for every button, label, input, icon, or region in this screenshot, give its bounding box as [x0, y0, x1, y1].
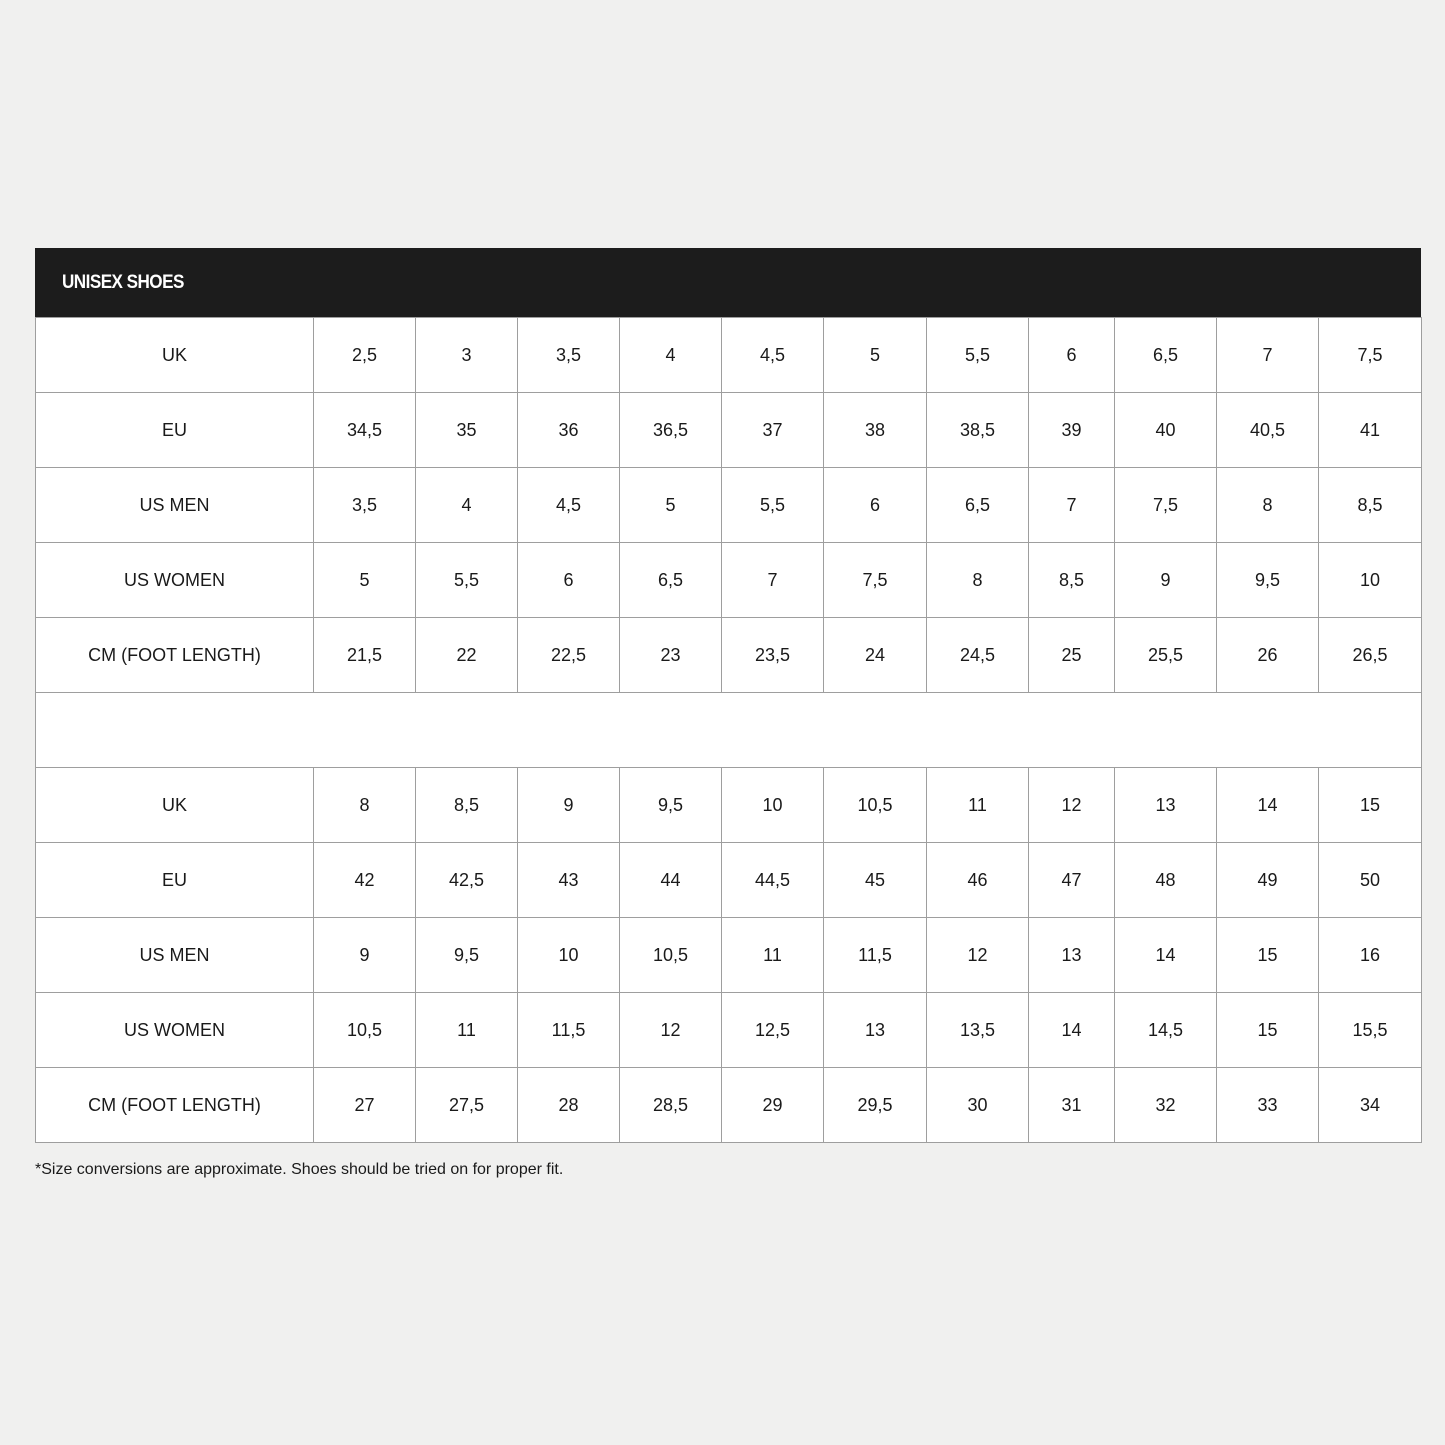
size-cell: 9	[1115, 543, 1217, 618]
size-cell: 4,5	[518, 468, 620, 543]
size-cell: 10	[1319, 543, 1422, 618]
size-cell: 8	[1217, 468, 1319, 543]
size-cell: 6,5	[620, 543, 722, 618]
size-cell: 3,5	[518, 318, 620, 393]
row-label: EU	[36, 393, 314, 468]
row-label: EU	[36, 843, 314, 918]
size-cell: 13,5	[927, 993, 1029, 1068]
size-cell: 14	[1115, 918, 1217, 993]
size-cell: 41	[1319, 393, 1422, 468]
size-cell: 42	[314, 843, 416, 918]
size-cell: 7,5	[824, 543, 927, 618]
size-cell: 13	[1115, 768, 1217, 843]
size-cell: 28	[518, 1068, 620, 1143]
size-cell: 6	[1029, 318, 1115, 393]
size-cell: 8,5	[416, 768, 518, 843]
size-cell: 10,5	[620, 918, 722, 993]
size-cell: 44,5	[722, 843, 824, 918]
row-label: US MEN	[36, 918, 314, 993]
size-cell: 10,5	[314, 993, 416, 1068]
table-row	[36, 768, 1422, 843]
size-cell: 11	[416, 993, 518, 1068]
chart-title-bar	[35, 248, 1421, 317]
size-cell: 34,5	[314, 393, 416, 468]
size-cell: 40,5	[1217, 393, 1319, 468]
size-cell: 24	[824, 618, 927, 693]
size-cell: 33	[1217, 1068, 1319, 1143]
size-cell: 26,5	[1319, 618, 1422, 693]
size-cell: 7	[1217, 318, 1319, 393]
size-table	[35, 317, 1422, 1143]
size-cell: 14	[1217, 768, 1319, 843]
size-cell: 43	[518, 843, 620, 918]
size-cell: 24,5	[927, 618, 1029, 693]
row-label: US WOMEN	[36, 543, 314, 618]
size-cell: 7	[1029, 468, 1115, 543]
size-table-body	[36, 318, 1422, 1143]
size-cell: 2,5	[314, 318, 416, 393]
row-label: UK	[36, 318, 314, 393]
size-cell: 11	[927, 768, 1029, 843]
table-row	[36, 918, 1422, 993]
spacer-row	[36, 693, 1422, 768]
size-cell: 39	[1029, 393, 1115, 468]
size-cell: 38,5	[927, 393, 1029, 468]
size-cell: 27,5	[416, 1068, 518, 1143]
size-cell: 5	[824, 318, 927, 393]
size-cell: 25,5	[1115, 618, 1217, 693]
size-cell: 9,5	[1217, 543, 1319, 618]
size-cell: 29,5	[824, 1068, 927, 1143]
spacer-cell	[36, 693, 1422, 768]
size-cell: 9	[518, 768, 620, 843]
size-cell: 3	[416, 318, 518, 393]
size-cell: 10,5	[824, 768, 927, 843]
size-cell: 8	[927, 543, 1029, 618]
size-cell: 23,5	[722, 618, 824, 693]
size-cell: 44	[620, 843, 722, 918]
size-cell: 12,5	[722, 993, 824, 1068]
row-label: US WOMEN	[36, 993, 314, 1068]
size-cell: 5	[314, 543, 416, 618]
size-cell: 36	[518, 393, 620, 468]
size-cell: 13	[1029, 918, 1115, 993]
size-cell: 8,5	[1029, 543, 1115, 618]
size-cell: 22,5	[518, 618, 620, 693]
size-cell: 10	[518, 918, 620, 993]
size-cell: 46	[927, 843, 1029, 918]
size-cell: 6,5	[927, 468, 1029, 543]
size-cell: 25	[1029, 618, 1115, 693]
size-cell: 3,5	[314, 468, 416, 543]
chart-title: UNISEX SHOES	[62, 271, 184, 293]
size-cell: 9,5	[416, 918, 518, 993]
size-cell: 12	[1029, 768, 1115, 843]
size-cell: 28,5	[620, 1068, 722, 1143]
size-cell: 15,5	[1319, 993, 1422, 1068]
size-cell: 42,5	[416, 843, 518, 918]
size-cell: 23	[620, 618, 722, 693]
table-row	[36, 543, 1422, 618]
size-cell: 11,5	[824, 918, 927, 993]
size-cell: 29	[722, 1068, 824, 1143]
size-cell: 49	[1217, 843, 1319, 918]
size-cell: 5,5	[416, 543, 518, 618]
size-cell: 6	[824, 468, 927, 543]
table-row	[36, 318, 1422, 393]
size-cell: 6,5	[1115, 318, 1217, 393]
size-cell: 4,5	[722, 318, 824, 393]
row-label: CM (FOOT LENGTH)	[36, 1068, 314, 1143]
size-cell: 7	[722, 543, 824, 618]
table-row	[36, 1068, 1422, 1143]
size-cell: 5,5	[927, 318, 1029, 393]
size-cell: 34	[1319, 1068, 1422, 1143]
size-cell: 32	[1115, 1068, 1217, 1143]
size-cell: 45	[824, 843, 927, 918]
size-cell: 15	[1217, 918, 1319, 993]
size-cell: 35	[416, 393, 518, 468]
size-cell: 36,5	[620, 393, 722, 468]
size-cell: 30	[927, 1068, 1029, 1143]
size-cell: 8	[314, 768, 416, 843]
table-row	[36, 993, 1422, 1068]
size-cell: 9,5	[620, 768, 722, 843]
size-cell: 5	[620, 468, 722, 543]
size-cell: 26	[1217, 618, 1319, 693]
size-cell: 48	[1115, 843, 1217, 918]
size-cell: 21,5	[314, 618, 416, 693]
footnote: *Size conversions are approximate. Shoes should be tried on for proper fit.	[35, 1161, 564, 1178]
size-cell: 10	[722, 768, 824, 843]
size-cell: 12	[927, 918, 1029, 993]
size-cell: 11	[722, 918, 824, 993]
size-cell: 31	[1029, 1068, 1115, 1143]
size-cell: 5,5	[722, 468, 824, 543]
size-cell: 27	[314, 1068, 416, 1143]
size-cell: 16	[1319, 918, 1422, 993]
size-cell: 7,5	[1319, 318, 1422, 393]
row-label: UK	[36, 768, 314, 843]
table-row	[36, 843, 1422, 918]
size-cell: 11,5	[518, 993, 620, 1068]
size-cell: 4	[416, 468, 518, 543]
size-cell: 8,5	[1319, 468, 1422, 543]
size-cell: 22	[416, 618, 518, 693]
size-cell: 15	[1217, 993, 1319, 1068]
size-cell: 9	[314, 918, 416, 993]
row-label: CM (FOOT LENGTH)	[36, 618, 314, 693]
size-cell: 15	[1319, 768, 1422, 843]
size-cell: 14,5	[1115, 993, 1217, 1068]
size-cell: 50	[1319, 843, 1422, 918]
size-cell: 47	[1029, 843, 1115, 918]
size-cell: 4	[620, 318, 722, 393]
size-cell: 7,5	[1115, 468, 1217, 543]
size-cell: 6	[518, 543, 620, 618]
table-row	[36, 393, 1422, 468]
size-cell: 12	[620, 993, 722, 1068]
table-row	[36, 468, 1422, 543]
row-label: US MEN	[36, 468, 314, 543]
size-cell: 14	[1029, 993, 1115, 1068]
size-cell: 38	[824, 393, 927, 468]
table-row	[36, 618, 1422, 693]
size-cell: 37	[722, 393, 824, 468]
size-cell: 40	[1115, 393, 1217, 468]
size-cell: 13	[824, 993, 927, 1068]
size-chart	[35, 248, 1421, 1143]
